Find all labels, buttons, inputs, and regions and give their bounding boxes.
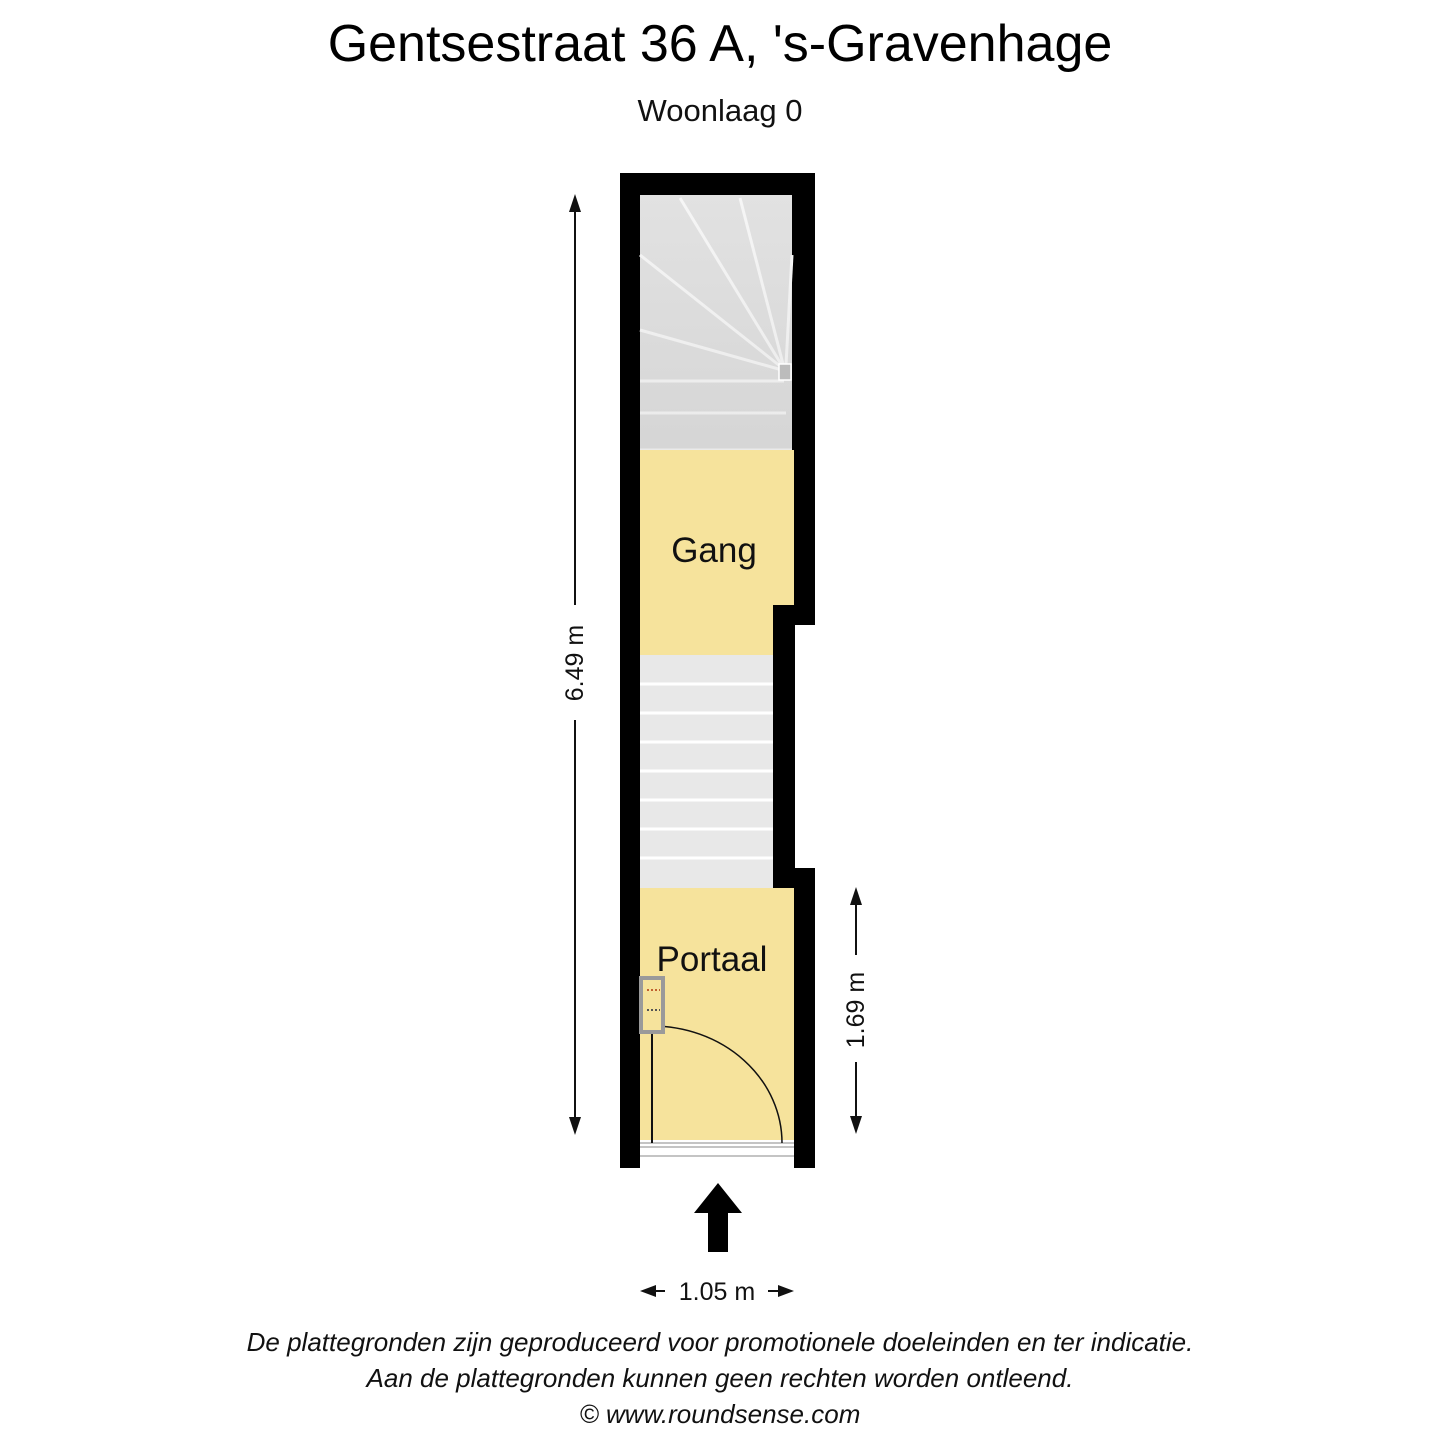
winder-staircase <box>640 195 792 450</box>
disclaimer-line-1: De plattegronden zijn geproduceerd voor promotionele doeleinden en ter indicatie. <box>246 1327 1194 1357</box>
straight-staircase <box>640 655 773 888</box>
disclaimer-line-2: Aan de plattegronden kunnen geen rechten worden ontleend. <box>366 1363 1074 1393</box>
room-label-portaal: Portaal <box>656 940 768 979</box>
meter-cupboard <box>641 978 663 1032</box>
disclaimer <box>0 1324 1440 1432</box>
dimension-label-total: 6.49 m <box>561 624 589 702</box>
entrance-arrow-icon <box>694 1183 742 1252</box>
floor-subtitle: Woonlaag 0 <box>637 93 803 128</box>
dimension-label-portaal: 1.69 m <box>842 971 870 1049</box>
room-label-gang: Gang <box>671 531 757 570</box>
copyright-line: © www.roundsense.com <box>579 1399 861 1429</box>
page-title: Gentsestraat 36 A, 's-Gravenhage <box>327 15 1113 73</box>
dimension-label-width: 1.05 m <box>678 1278 756 1306</box>
